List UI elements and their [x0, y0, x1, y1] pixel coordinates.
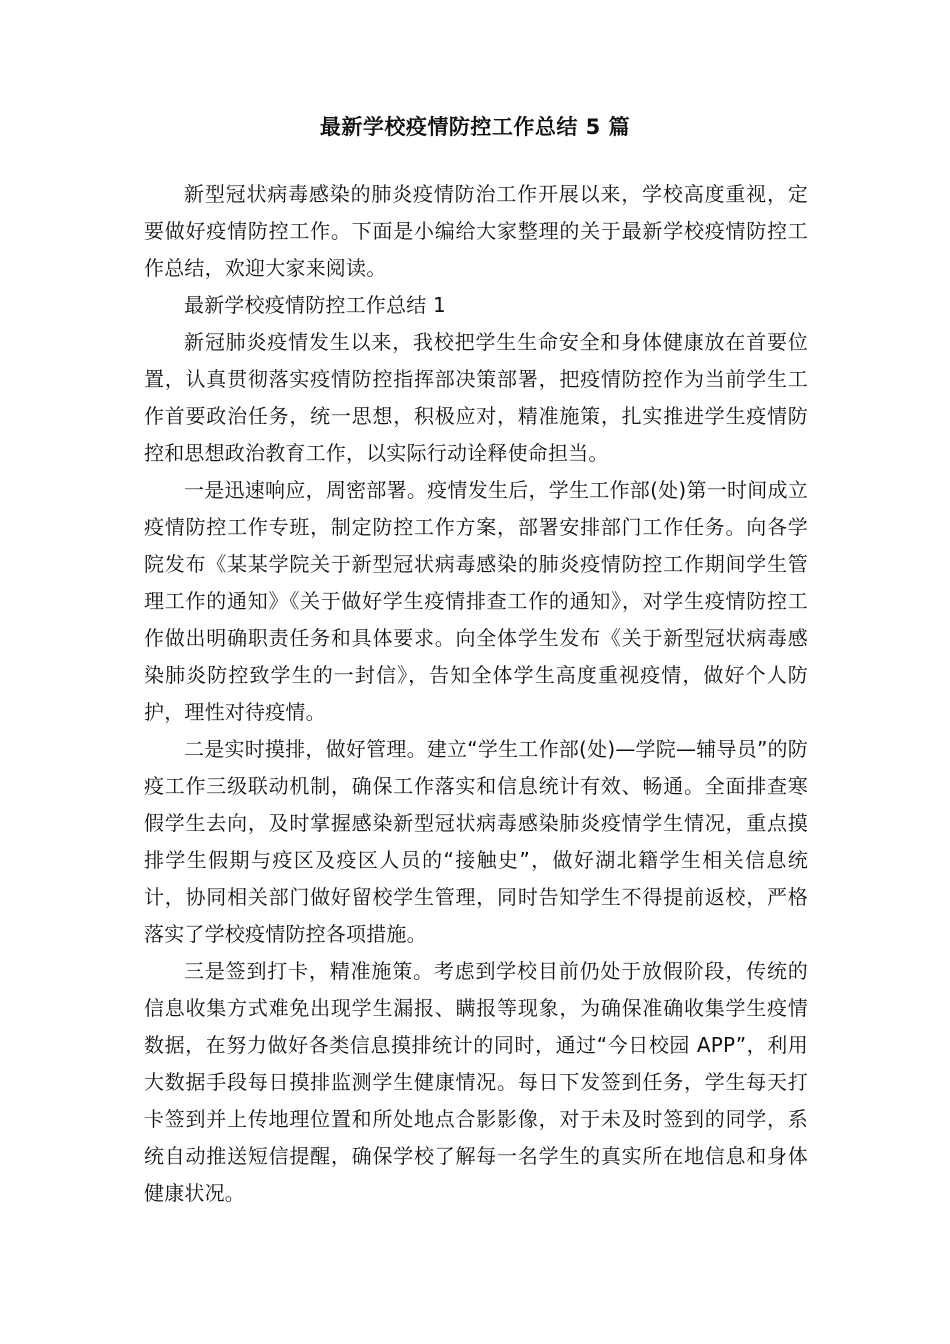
document-title: 最新学校疫情防控工作总结 5 篇 [319, 115, 631, 139]
intro-paragraph: 新型冠状病毒感染的肺炎疫情防治工作开展以来，学校高度重视，定要做好疫情防控工作。下面是小编给大家整理的关于最新学校疫情防控工作总结，欢迎大家来阅读。 [144, 182, 808, 280]
body-paragraph: 一是迅速响应，周密部署。疫情发生后，学生工作部(处)第一时间成立疫情防控工作专班，制定防控工作方案，部署安排部门工作任务。向各学院发布《某某学院关于新型冠状病毒感染的肺炎疫情防控工作期间学生管理工作的通知》《关于做好学生疫情排查工作的通知》，对学生疫情防控工作做出明确职责任务和具体要求。向全体学生发布《关于新型冠状病毒感染肺炎防控致学生的一封信》，告知全体学生高度重视疫情，做好个人防护，理性对待疫情。 [144, 478, 808, 724]
section-heading: 最新学校疫情防控工作总结 1 [184, 293, 446, 317]
body-paragraph: 三是签到打卡，精准施策。考虑到学校目前仍处于放假阶段，传统的信息收集方式难免出现学生漏报、瞒报等现象，为确保准确收集学生疫情数据，在努力做好各类信息摸排统计的同时，通过“今日校园 APP”，利用大数据手段每日摸排监测学生健康情况。每日下发签到任务，学生每天打卡签到并上传地理位置和所处地点合影影像，对于未及时签到的同学，系统自动推送短信提醒，确保学校了解每一名学生的真实所在地信息和身体健康状况。 [144, 959, 808, 1205]
body-paragraph: 二是实时摸排，做好管理。建立“学生工作部(处)—学院—辅导员”的防疫工作三级联动机制，确保工作落实和信息统计有效、畅通。全面排查寒假学生去向，及时掌握感染新型冠状病毒感染肺炎疫情学生情况，重点摸排学生假期与疫区及疫区人员的“接触史”，做好湖北籍学生相关信息统计，协同相关部门做好留校学生管理，同时告知学生不得提前返校，严格落实了学校疫情防控各项措施。 [144, 737, 808, 946]
document-body [144, 176, 808, 1212]
body-paragraph: 新冠肺炎疫情发生以来，我校把学生生命安全和身体健康放在首要位置，认真贯彻落实疫情防控指挥部决策部署，把疫情防控作为当前学生工作首要政治任务，统一思想，积极应对，精准施策，扎实推进学生疫情防控和思想政治教育工作，以实际行动诠释使命担当。 [144, 330, 808, 465]
